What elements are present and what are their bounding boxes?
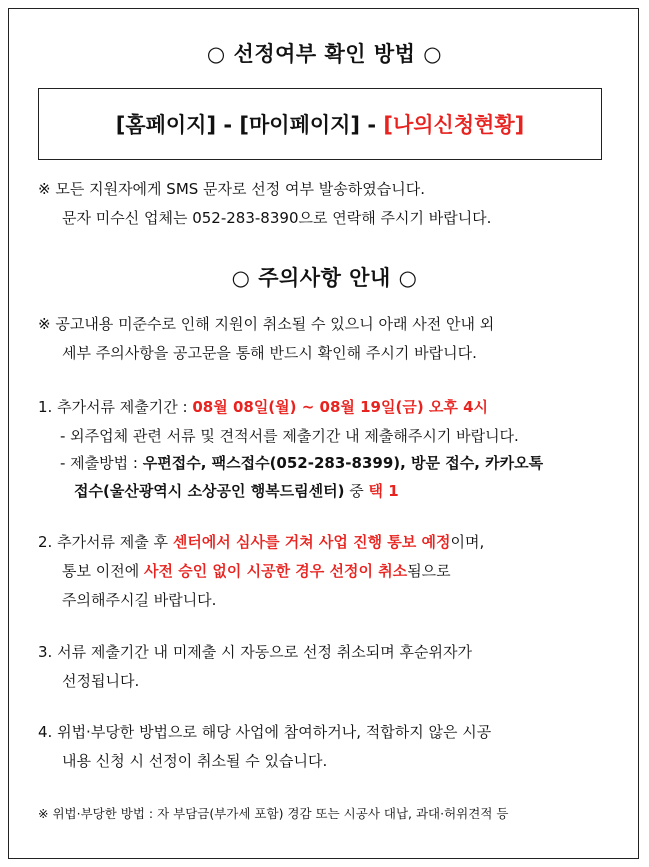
item1-method-label: - 제출방법 : bbox=[60, 454, 143, 472]
item2-highlight-cancel: 사전 승인 없이 시공한 경우 선정이 취소 bbox=[144, 562, 408, 580]
item1-period: 08월 08일(월) ~ 08월 19일(금) 오후 4시 bbox=[192, 398, 489, 416]
navigation-path-highlight: [나의신청현황] bbox=[383, 113, 525, 137]
item2-line2 bbox=[62, 560, 451, 581]
item4-line2: 내용 신청 시 선정이 취소될 수 있습니다. bbox=[62, 752, 328, 770]
item1-submission-period bbox=[38, 396, 488, 417]
precaution-notice-line1: ※ 공고내용 미준수로 인해 지원이 취소될 수 있으니 아래 사전 안내 외 bbox=[38, 315, 495, 333]
navigation-path-box bbox=[38, 88, 602, 160]
sms-notice-line1: ※ 모든 지원자에게 SMS 문자로 선정 여부 발송하였습니다. bbox=[38, 180, 425, 198]
precaution-notice-line2: 세부 주의사항을 공고문을 통해 반드시 확인해 주시기 바랍니다. bbox=[62, 344, 477, 362]
footnote: ※ 위법·부당한 방법 : 자 부담금(부가세 포함) 경감 또는 시공사 대납, 과대·허위견적 등 bbox=[38, 806, 509, 821]
item2-text-c: 이며, bbox=[450, 533, 485, 551]
item1-sub-documents: - 외주업체 관련 서류 및 견적서를 제출기간 내 제출해주시기 바랍니다. bbox=[60, 427, 519, 445]
section-title-precautions: ○ 주의사항 안내 ○ bbox=[231, 266, 418, 290]
item1-sub-method-line2 bbox=[74, 480, 399, 501]
section-title-check-method: ○ 선정여부 확인 방법 ○ bbox=[206, 42, 443, 66]
item1-label: 1. 추가서류 제출기간 : bbox=[38, 398, 193, 416]
item1-method-center: 접수(울산광역시 소상공인 행복드림센터) bbox=[74, 482, 345, 500]
navigation-path-main: [홈페이지] - [마이페이지] - bbox=[115, 113, 384, 137]
sms-notice-line2: 문자 미수신 업체는 052-283-8390으로 연락해 주시기 바랍니다. bbox=[62, 209, 492, 227]
item2-text-d: 통보 이전에 bbox=[62, 562, 144, 580]
item2-text-f: 됨으로 bbox=[407, 562, 451, 580]
item2-text-a: 2. 추가서류 제출 후 bbox=[38, 533, 173, 551]
item3-line2: 선정됩니다. bbox=[62, 672, 140, 690]
item1-method-options: 우편접수, 팩스접수(052-283-8399), 방문 접수, 카카오톡 bbox=[142, 454, 544, 472]
item2-line1 bbox=[38, 531, 484, 552]
item1-sub-method-line1 bbox=[60, 452, 543, 473]
item1-method-among: 중 bbox=[344, 482, 369, 500]
item1-method-choose-one: 택 1 bbox=[368, 482, 399, 500]
item2-line3: 주의해주시길 바랍니다. bbox=[62, 591, 217, 609]
item2-highlight-review: 센터에서 심사를 거쳐 사업 진행 통보 예정 bbox=[172, 533, 451, 551]
item4-line1: 4. 위법·부당한 방법으로 해당 사업에 참여하거나, 적합하지 않은 시공 bbox=[38, 723, 492, 741]
item3-line1: 3. 서류 제출기간 내 미제출 시 자동으로 선정 취소되며 후순위자가 bbox=[38, 643, 472, 661]
